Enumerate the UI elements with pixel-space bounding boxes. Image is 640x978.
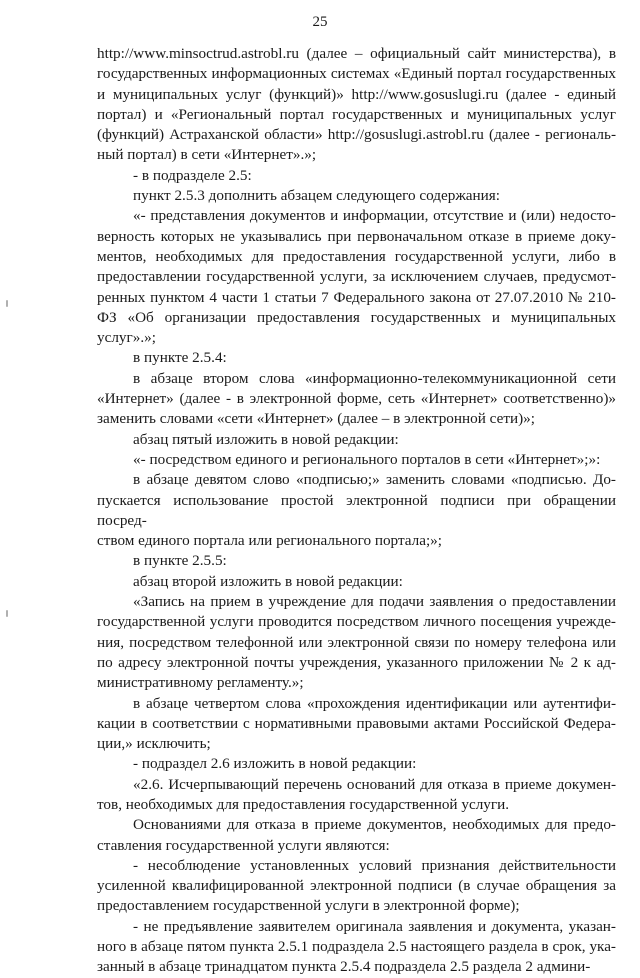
paragraph-line: и муниципальных услуг (функций)» http://www.gosuslugi.ru (далее - единый: [97, 85, 616, 103]
paragraph-line: ния, посредством телефонной или электронной связи по номеру телефона или: [97, 633, 616, 651]
paragraph-line: - в подразделе 2.5:: [133, 166, 252, 184]
paragraph-line: государственной услуги проводится посредством личного посещения учрежде-: [97, 613, 616, 631]
paragraph-line: ный портал) в сети «Интернет».»;: [97, 146, 317, 164]
paragraph-line: http://www.minsoctrud.astrobl.ru (далее – официальный сайт министерства), в: [97, 45, 616, 62]
paragraph-line: Основаниями для отказа в приеме документов, необходимых для предо-: [133, 816, 616, 834]
document-body: [97, 44, 616, 978]
paragraph-line: (функций) Астраханской области» http://gosuslugi.astrobl.ru (далее - региональ-: [97, 126, 616, 144]
paragraph-line: предоставлением государственной услуги в электронной форме);: [97, 897, 520, 915]
paragraph-line: ством единого портала или регионального портала;»;: [97, 532, 442, 550]
paragraph-line: заменить словами «сети «Интернет» (далее – в электронной сети)»;: [97, 410, 535, 428]
paragraph-line: - несоблюдение установленных условий признания действительности: [133, 856, 616, 874]
paragraph-line: по адресу электронной почты учреждения, указанного приложении № 2 к ад-: [97, 653, 616, 671]
paragraph-line: государственных информационных системах «Единый портал государственных: [97, 65, 616, 83]
paragraph-line: тов, необходимых для предоставления государственной услуги.: [97, 795, 510, 813]
paragraph-line: - не предъявление заявителем оригинала заявления и документа, указан-: [133, 917, 616, 935]
paragraph-line: «Запись на прием в учреждение для подачи заявления о предоставлении: [133, 593, 616, 611]
paragraph-line: «2.6. Исчерпывающий перечень оснований для отказа в приеме докумен-: [133, 775, 616, 793]
paragraph-line: предоставлении государственной услуги, за исключением случаев, предусмот-: [97, 268, 616, 286]
paragraph-line: в пункте 2.5.5:: [133, 552, 227, 570]
paragraph-line: «- посредством единого и регионального порталов в сети «Интернет»;»:: [133, 450, 601, 468]
paragraph-line: абзац пятый изложить в новой редакции:: [133, 430, 399, 448]
page-number: 25: [312, 14, 328, 30]
paragraph-line: «Интернет» (далее - в электронной форме, сеть «Интернет» соответственно)»: [97, 390, 616, 408]
paragraph-line: в абзаце четвертом слова «прохождения идентификации или аутентифи-: [133, 694, 616, 712]
paragraph-line: усиленной квалифицированной электронной подписи (в случае обращения за: [97, 877, 616, 895]
paragraph-line: пункт 2.5.3 дополнить абзацем следующего содержания:: [133, 187, 501, 205]
paragraph-line: ного в абзаце пятом пункта 2.5.1 подраздела 2.5 настоящего раздела в срок, ука-: [97, 938, 616, 956]
paragraph-line: кации в соответствии с нормативными правовыми актами Российской Федера-: [97, 714, 616, 732]
paragraph-line: в абзаце втором слова «информационно-телекоммуникационной сети: [133, 369, 616, 387]
paragraph-line: услуг».»;: [97, 329, 156, 347]
paragraph-line: в пункте 2.5.4:: [133, 349, 227, 367]
paragraph-line: ренных пунктом 4 части 1 статьи 7 Федерального закона от 27.07.2010 № 210-: [97, 288, 616, 306]
scan-artifact: [6, 610, 8, 617]
paragraph-line: «- представления документов и информации, отсутствие и (или) недосто-: [133, 207, 616, 225]
paragraph-line: пускается использование простой электронной подписи при обращении посред-: [97, 491, 616, 529]
paragraph-line: в абзаце девятом слово «подписью;» заменить словами «подписью. До-: [133, 471, 616, 489]
paragraph-line: портал) и «Региональный портал государственных и муниципальных услуг: [97, 105, 616, 123]
paragraph-line: ции,» исключить;: [97, 735, 211, 753]
paragraph-line: ставления государственной услуги являются:: [97, 836, 390, 854]
paragraph-line: ментов, необходимых для предоставления государственной услуги, либо в: [97, 247, 616, 265]
paragraph-line: верность которых не указывались при первоначальном отказе в приеме доку-: [97, 227, 616, 245]
paragraph-line: абзац второй изложить в новой редакции:: [133, 572, 403, 590]
scan-artifact: [6, 300, 8, 307]
paragraph-line: министративному регламенту.»;: [97, 674, 304, 692]
paragraph-line: ФЗ «Об организации предоставления государственных и муниципальных: [97, 308, 616, 326]
paragraph-line: - подраздел 2.6 изложить в новой редакции:: [133, 755, 417, 773]
paragraph-line: занный в абзаце тринадцатом пункта 2.5.4 подраздела 2.5 раздела 2 админи-: [97, 958, 591, 976]
